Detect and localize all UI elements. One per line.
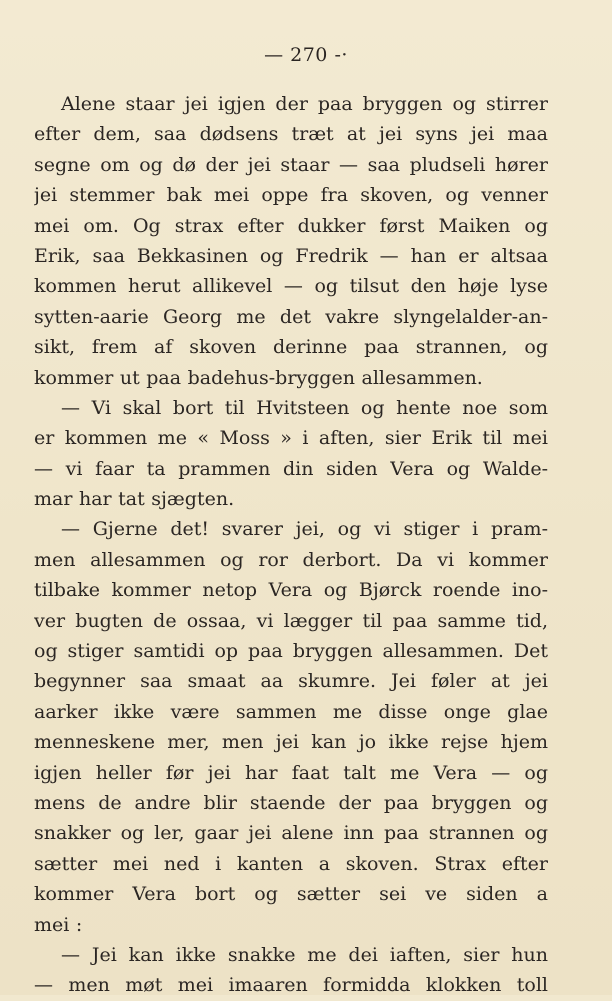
text-line: ver bugten de ossaa, vi lægger til paa samme tid, (34, 609, 548, 632)
text-line: efter dem, saa dødsens træt at jei syns jei maa (34, 123, 548, 146)
text-line: mar har tat sjægten. (34, 488, 235, 511)
body-text (34, 89, 548, 1001)
text-line: begynner saa smaat aa skumre. Jei føler at jei (34, 670, 548, 693)
text-line: kommen herut allikevel — og tilsut den høje lyse (34, 275, 548, 298)
text-line: — Vi skal bort til Hvitsteen og hente noe som (61, 396, 548, 419)
text-line: segne om og dø der jei staar — saa pludseli hører (34, 153, 548, 176)
text-line: Erik, saa Bekkasinen og Fredrik — han er altsaa (34, 244, 548, 267)
text-line: kommer ut paa badehus-bryggen allesammen. (34, 366, 483, 389)
text-line: igjen heller før jei har faat talt me Vera — og (34, 761, 548, 784)
text-line: jei stemmer bak mei oppe fra skoven, og venner (34, 184, 548, 207)
text-line: er kommen me « Moss » i aften, sier Erik til mei (34, 427, 548, 450)
text-line: kommer Vera bort og sætter sei ve siden a (34, 883, 548, 906)
text-line: mei : (34, 913, 83, 936)
text-line: sikt, frem af skoven derinne paa strannen, og (34, 336, 548, 359)
text-line: og stiger samtidi op paa bryggen allesammen. Det (34, 640, 548, 663)
text-line: mens de andre blir staende der paa bryggen og (34, 791, 548, 814)
text-line: menneskene mer, men jei kan jo ikke rejse hjem (34, 731, 548, 754)
text-line: snakker og ler, gaar jei alene inn paa strannen og (34, 822, 548, 845)
page-number: — 270 -· (264, 44, 348, 66)
text-line: Alene staar jei igjen der paa bryggen og stirrer (61, 93, 548, 115)
text-line: men allesammen og ror derbort. Da vi kommer (34, 548, 548, 571)
text-line: sætter mei ned i kanten a skoven. Strax efter (34, 852, 548, 875)
text-line: — men møt mei imaaren formidda klokken toll (34, 974, 548, 997)
text-line: — Gjerne det! svarer jei, og vi stiger i pram- (61, 518, 548, 541)
text-line: — vi faar ta prammen din siden Vera og Walde- (34, 457, 548, 480)
text-line: — Jei kan ikke snakke me dei iaften, sier hun (61, 943, 548, 966)
text-line: sytten-aarie Georg me det vakre slyngelalder-an- (34, 305, 548, 328)
text-line: tilbake kommer netop Vera og Bjørck roende ino- (34, 579, 548, 602)
text-line: mei om. Og strax efter dukker først Maiken og (34, 214, 548, 237)
text-line: aarker ikke være sammen me disse onge glae (34, 700, 548, 723)
